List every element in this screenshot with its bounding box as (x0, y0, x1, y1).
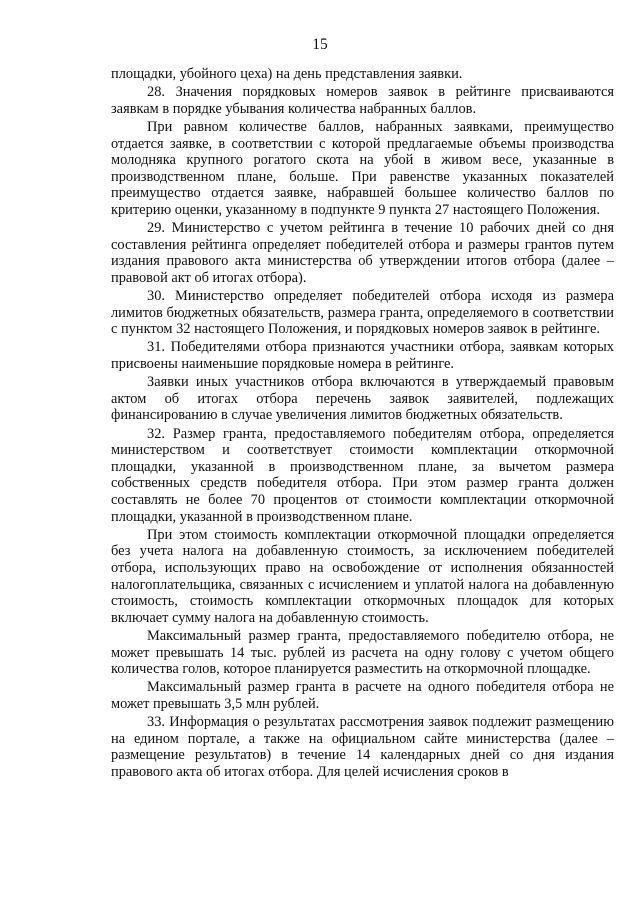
paragraph-other-applications: Заявки иных участников отбора включаются в утверждаемый правовым актом об итогах отбора перечень заявок заявителей, подлежащих финансированию в случае увеличения лимитов бюджетных обязательств. (111, 374, 614, 424)
paragraph-equal-score-priority: При равном количестве баллов, набранных заявками, преимущество отдается заявке, в соответствии с которой предлагаемые объемы производства молодняка крупного рогатого скота на убой в живом весе, указанные в производственном плане, больше. При равенстве указанных показателей преимущество отдается заявке, набравшей большее количество баллов по критерию оценки, указанному в подпункте 9 пункта 27 настоящего Положения. (111, 118, 614, 218)
paragraph-item-31: 31. Победителями отбора признаются участники отбора, заявкам которых присвоены наименьшие порядковые номера в рейтинге. (111, 339, 614, 373)
document-body (111, 66, 614, 782)
paragraph-item-33: 33. Информация о результатах рассмотрения заявок подлежит размещению на едином портале, а также на официальном сайте министерства (далее – размещение результатов) в течение 14 календарных дней со дня издания правового акта об итогах отбора. Для целей исчисления сроков в (111, 714, 614, 780)
page-number: 15 (312, 36, 328, 53)
paragraph-item-29: 29. Министерство с учетом рейтинга в течение 10 рабочих дней со дня составления рейтинга определяет победителей отбора и размеры грантов путем издания правового акта министерства об утверждении итогов отбора (далее – правовой акт об итогах отбора). (111, 220, 614, 286)
paragraph-item-32: 32. Размер гранта, предоставляемого победителям отбора, определяется министерством и соответствует стоимости комплектации откормочной площадки, указанной в производственном плане, за вычетом размера собственных средств победителя отбора. При этом размер гранта должен составлять не более 70 процентов от стоимости комплектации откормочной площадки, указанной в производственном плане. (111, 425, 614, 525)
paragraph-item-28: 28. Значения порядковых номеров заявок в рейтинге присваиваются заявкам в порядке убывания количества набранных баллов. (111, 84, 614, 117)
paragraph-item-30: 30. Министерство определяет победителей отбора исходя из размера лимитов бюджетных обязательств, размера гранта, определяемого в соответствии с пунктом 32 настоящего Положения, и порядковых номеров заявок в рейтинге. (111, 288, 614, 338)
paragraph-max-grant-per-head: Максимальный размер гранта, предоставляемого победителю отбора, не может превышать 14 тыс. рублей из расчета на одну голову с учетом общего количества голов, которое планируется разместить на откормочной площадке. (111, 627, 614, 678)
paragraph-max-grant-per-winner: Максимальный размер гранта в расчете на одного победителя отбора не может превышать 3,5 млн рублей. (111, 679, 614, 712)
paragraph-vat-exclusion: При этом стоимость комплектации откормочной площадки определяется без учета налога на добавленную стоимость, за исключением победителей отбора, использующих право на освобождение от исполнения обязанностей налогоплательщика, связанных с исчислением и уплатой налога на добавленную стоимость, стоимость комплектации откормочных площадок для которых включает сумму налога на добавленную стоимость. (111, 526, 614, 626)
paragraph-continuation: площадки, убойного цеха) на день представления заявки. (111, 66, 463, 82)
